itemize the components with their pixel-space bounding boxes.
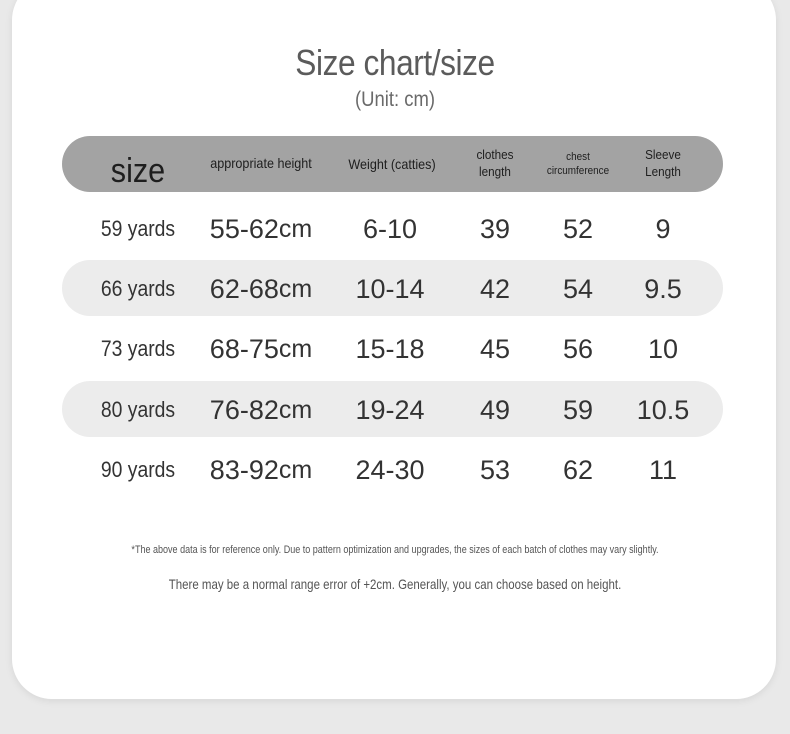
row-size: 80 yards [100,397,176,422]
row-height-value: 68-75 [209,333,279,364]
header-sleeve [626,136,700,192]
header-sleeve-line1: Sleeve [645,147,681,163]
row-height [196,261,326,317]
row-chest: 56 [562,333,594,364]
header-chest [542,136,614,192]
disclaimer-note: *The above data is for reference only. Due to pattern optimization and upgrades, the sizes of each batch of clothes may vary slightly. [131,544,659,556]
header-height: appropriate height [210,154,312,171]
row-height [196,442,326,498]
row-height-value: 62-68 [209,273,279,304]
row-weight: 24-30 [355,454,425,485]
row-height-unit: cm [278,214,313,243]
row-size: 59 yards [100,216,176,241]
header-sleeve-line2: Length [645,164,681,179]
row-clothes-length: 49 [479,394,511,425]
row-sleeve: 11 [648,454,678,485]
header-size: size [110,151,166,190]
row-height-value: 55-62 [209,213,279,244]
row-sleeve: 9.5 [644,273,682,304]
row-chest: 62 [562,454,594,485]
row-weight: 15-18 [355,333,425,364]
row-height-unit: cm [278,274,313,303]
row-sleeve: 10 [647,333,679,364]
row-height [196,201,326,257]
header-chest-line1: chest [566,150,590,163]
row-sleeve: 9 [655,213,671,244]
page-title: Size chart/size [295,42,495,83]
row-weight: 19-24 [355,394,425,425]
row-size: 66 yards [100,276,176,301]
unit-subtitle: (Unit: cm) [354,88,436,111]
row-height-unit: cm [278,334,313,363]
row-height-unit: cm [278,395,313,424]
row-height-value: 83-92 [209,454,279,485]
row-chest: 52 [562,213,594,244]
row-height-value: 76-82 [209,394,279,425]
row-chest: 54 [562,273,594,304]
row-height [196,321,326,377]
header-chest-line2: circumference [546,165,610,177]
row-sleeve: 10.5 [636,394,690,425]
header-clothes-length-line1: clothes [476,147,514,163]
row-clothes-length: 39 [479,213,511,244]
row-clothes-length: 45 [479,333,511,364]
row-height [196,382,326,438]
header-weight: Weight (catties) [348,155,436,172]
row-clothes-length: 53 [479,454,511,485]
row-clothes-length: 42 [479,273,511,304]
header-clothes-length-line2: length [479,164,511,179]
row-size: 73 yards [100,336,176,361]
error-range-note: There may be a normal range error of +2cm. Generally, you can choose based on height. [168,576,622,592]
header-clothes-length [459,136,531,192]
row-weight: 6-10 [362,213,418,244]
row-size: 90 yards [100,457,176,482]
row-weight: 10-14 [355,273,425,304]
row-chest: 59 [562,394,594,425]
row-height-unit: cm [278,455,313,484]
